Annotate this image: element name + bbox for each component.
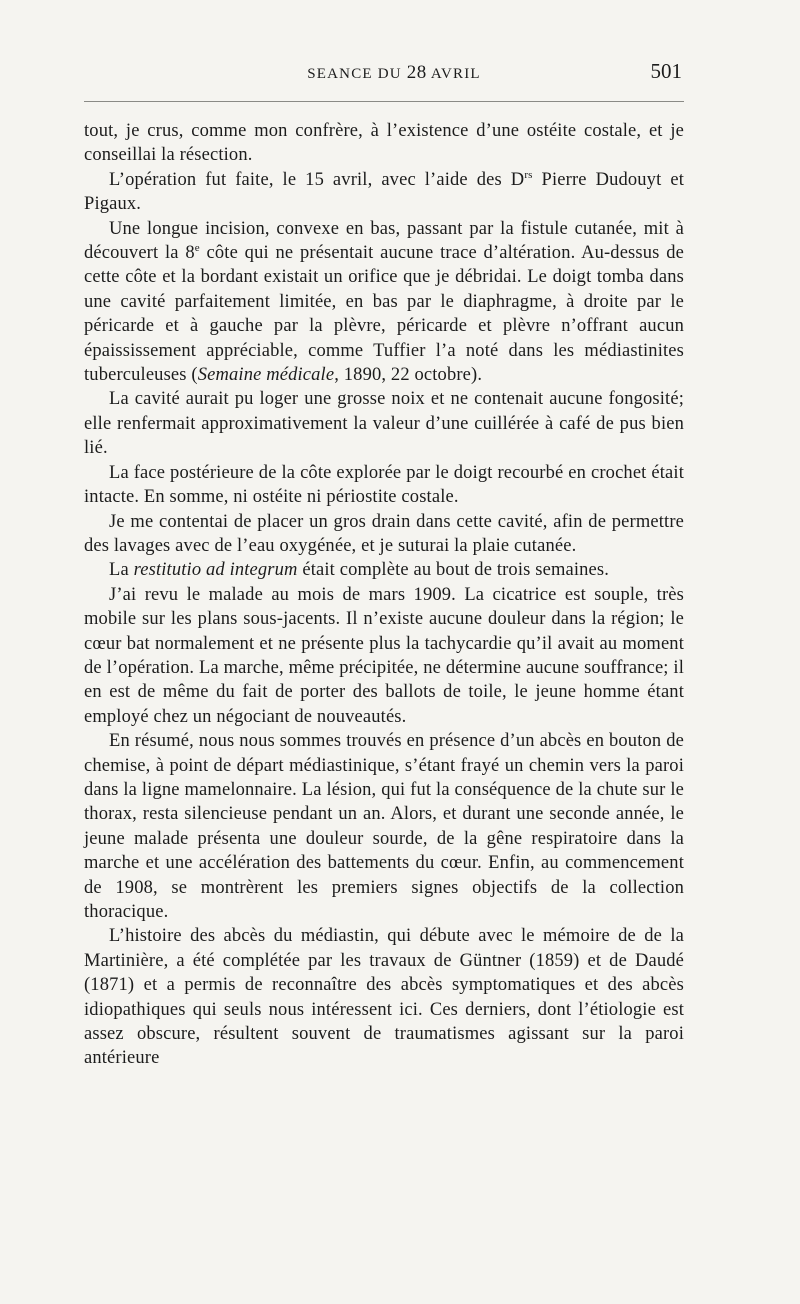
paragraph-5: La face postérieure de la côte explorée par le doigt recourbé en crochet était intacte. En somme, ni ostéite ni périostite costale. [84,462,684,508]
running-title-after: AVRIL [426,66,481,82]
running-title-date: 28 [406,62,427,83]
running-title [84,62,684,84]
paragraph-10: L’histoire des abcès du médiastin, qui débute avec le mémoire de de la Martinière, a été complétée par les travaux de Güntner (1859) et de Daudé (1871) et a permis de reconnaître des abcès symptomatiques et des abcès idiopathiques qui seuls nous intéressent ici. Ces derniers, dont l’étiologie est assez obscure, résultent souvent de traumatismes agissant sur la paroi antérieure [84,926,684,1069]
page-header [84,59,684,86]
paragraph-3-text-a: Une longue incision, convexe en bas, passant par la fistule cutanée, mit à découvert la 8 [84,218,684,264]
paragraph-3-superscript: e [194,242,200,255]
paragraph-3-text-b: côte qui ne présentait aucune trace d’altération. Au-dessus de cette côte et la bordant existait un orifice que je débridai. Le doigt tomba dans une cavité parfaitement limitée, en bas par le diaphragme, à droite par le péricarde et à gauche par la plèvre, péricarde et plèvre n’offrant aucun épaississement appréciable, comme Tuffier l’a noté dans les médiastinites tuberculeuses ( [84,243,684,386]
paragraph-7-text-b: était complète au bout de trois semaines. [297,560,610,581]
paragraph-9: En résumé, nous nous sommes trouvés en présence d’un abcès en bouton de chemise, à point de départ médiastinique, s’étant frayé un chemin vers la paroi dans la ligne mamelonnaire. La lésion, qui fut la conséquence de la chute sur le thorax, resta silencieuse pendant un an. Alors, et durant une seconde année, le jeune malade présenta une douleur sourde, de la gêne respiratoire dans la marche et une accélération des battements du cœur. Enfin, au commencement de 1908, se montrèrent les premiers signes objectifs de la collection thoracique. [84,731,684,922]
paragraph-4: La cavité aurait pu loger une grosse noix et ne contenait aucune fongosité; elle renfermait approximativement la valeur d’une cuillérée à café de pus bien lié. [84,389,684,459]
header-rule [84,101,684,102]
body-text [84,119,684,1071]
citation-date: , 1890, 22 octobre). [334,365,483,386]
paragraph-6: Je me contentai de placer un gros drain dans cette cavité, afin de permettre des lavages avec de l’eau oxygénée, et je suturai la plaie cutanée. [84,511,684,556]
page-number: 501 [650,59,682,83]
citation-journal: Semaine médicale [197,365,335,386]
paragraph-2-text-b: Pierre Dudouyt et Pigaux. [84,169,684,215]
paragraph-8: J’ai revu le malade au mois de mars 1909. La cicatrice est souple, très mobile sur les plans sous-jacents. Il n’existe aucune douleur dans la région; le cœur bat normalement et ne présente plus la tachycardie qu’il avait au moment de l’opération. La marche, même précipitée, ne détermine aucune souffrance; il en est de même du fait de porter des ballots de toile, le jeune homme étant employé chez un négociant de nouveautés. [84,584,684,727]
paragraph-2 [84,168,684,217]
paragraph-7 [84,558,684,582]
running-title-before: SEANCE DU [307,66,407,82]
paragraph-2-superscript: rs [524,168,533,181]
paragraph-2-text-a: L’opération fut faite, le 15 avril, avec l’aide des D [109,169,525,190]
paragraph-3 [84,217,684,388]
paragraph-7-italic: restitutio ad integrum [133,560,298,581]
paragraph-1: tout, je crus, comme mon confrère, à l’existence d’une ostéite costale, et je conseillai la résection. [84,121,684,166]
paragraph-7-text-a: La [109,560,134,581]
